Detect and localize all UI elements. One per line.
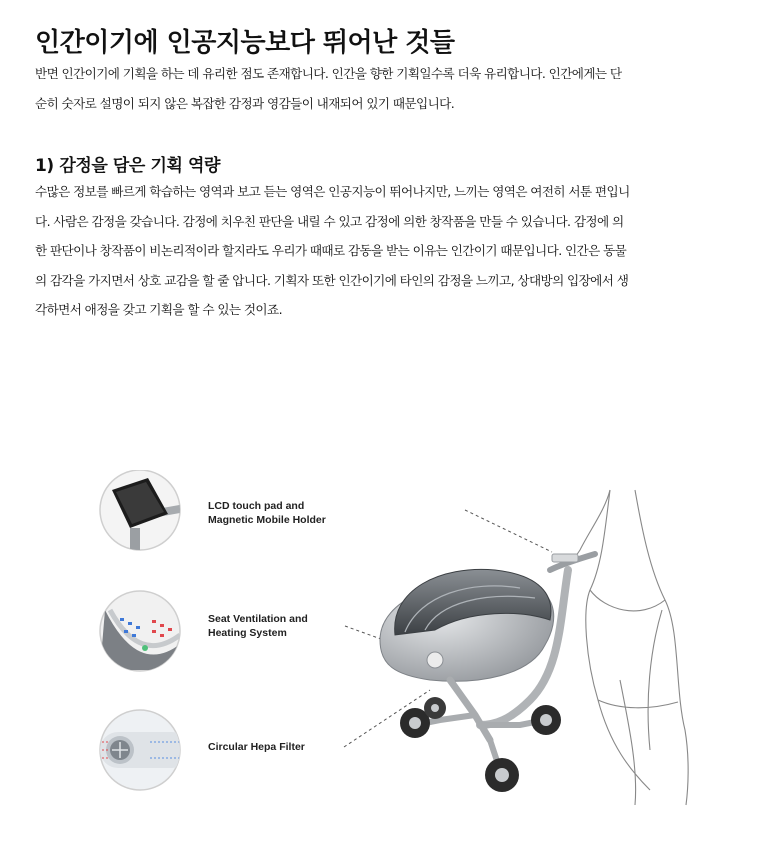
callout-lcd-touch-pad [208, 499, 326, 527]
section-line: 각하면서 애정을 갖고 기획을 할 수 있는 것이죠. [35, 302, 282, 317]
callout-line: LCD touch pad and [208, 500, 305, 512]
hepa-filter-detail-icon [90, 710, 190, 790]
intro-line: 반면 인간이기에 기획을 하는 데 유리한 점도 존재합니다. 인간을 향한 기획일수록 더욱 유리합니다. 인간에게는 단 [35, 66, 622, 81]
section-paragraph [35, 177, 749, 325]
seat-ventilation-detail-icon [100, 591, 185, 671]
section-line: 의 감각을 가지면서 상호 교감을 할 줄 압니다. 기획자 또한 인간이기에 타인의 감정을 느끼고, 상대방의 입장에서 생 [35, 272, 629, 288]
callout-line: Magnetic Mobile Holder [208, 514, 326, 526]
section-title: 1) 감정을 담은 기획 역량 [35, 156, 221, 176]
stroller [380, 554, 595, 792]
stroller-wheel [485, 758, 519, 792]
intro-paragraph [35, 59, 749, 118]
intro-line: 순히 숫자로 설명이 되지 않은 복잡한 감정과 영감들이 내재되어 있기 때문입니다. [35, 95, 455, 111]
stroller-illustration [90, 470, 750, 810]
callout-line: Seat Ventilation and [208, 613, 308, 625]
section-line: 수많은 정보를 빠르게 학습하는 영역과 보고 듣는 영역은 인공지능이 뛰어나지만, 느끼는 영역은 여전히 서툰 편입니 [35, 184, 630, 199]
stroller-wheel [531, 705, 561, 735]
section-line: 다. 사람은 감정을 갖습니다. 감정에 치우친 판단을 내릴 수 있고 감정에 의한 창작품을 만들 수 있습니다. 감정에 의 [35, 213, 624, 229]
section-line: 한 판단이나 창작품이 비논리적이라 할지라도 우리가 때때로 감동을 받는 이유는 인간이기 때문입니다. 인간은 동물 [35, 243, 627, 258]
callout-line: Heating System [208, 627, 287, 639]
article-title: 인간이기에 인공지능보다 뛰어난 것들 [35, 28, 455, 58]
callout-hepa-filter [208, 740, 305, 754]
stroller-wheel [424, 697, 446, 719]
stroller-figure [90, 470, 750, 810]
callout-line: Circular Hepa Filter [208, 741, 305, 753]
person-sketch [562, 490, 688, 805]
callout-seat-ventilation [208, 612, 308, 640]
phone-holder-detail-icon [100, 470, 190, 558]
